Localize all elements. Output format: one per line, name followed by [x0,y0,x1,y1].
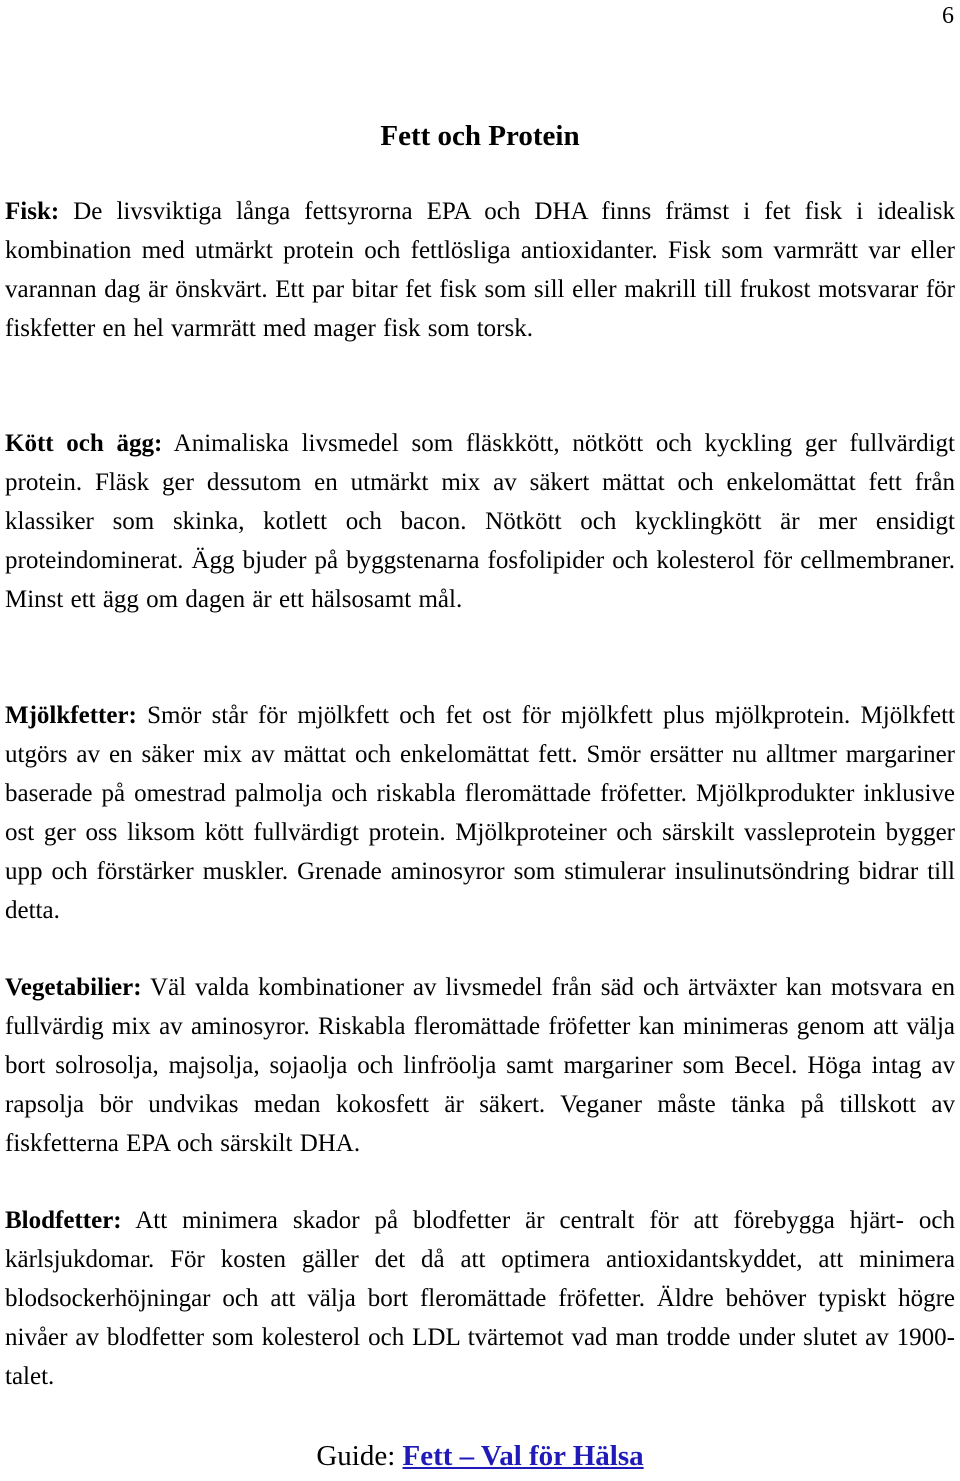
section-body: Att minimera skador på blodfetter är centralt för att förebygga hjärt- och kärlsjukdomar. För kosten gäller det då att optimera antioxidantskyddet, att minimera blodsockerhöjningar och att välja bort fleromättade fröfetter. Äldre behöver typiskt högre nivåer av blodfetter som kolesterol och LDL tvärtemot vad man trodde under slutet av 1900-talet. [5,1207,955,1390]
section-body: Smör står för mjölkfett och fet ost för mjölkfett plus mjölkprotein. Mjölkfett utgörs av en säker mix av mättat och enkelomättat fett. Smör ersätter nu alltmer margariner baserade på omestrad palmolja och riskabla fleromättade fröfetter. Mjölkprodukter inklusive ost ger oss liksom kött fullvärdigt protein. Mjölkproteiner och särskilt vassleprotein bygger upp och förstärker muskler. Grenade aminosyror som stimulerar insulinutsöndring bidrar till detta. [5,702,955,924]
section-heading: Vegetabilier: [5,974,142,1001]
section-kott-och-agg [5,424,955,619]
section-heading: Blodfetter: [5,1207,122,1234]
section-body: Väl valda kombinationer av livsmedel från säd och ärtväxter kan motsvara en fullvärdig mix av aminosyror. Riskabla fleromättade fröfetter kan minimeras genom att välja bort solrosolja, majsolja, sojaolja och linfröolja samt margariner som Becel. Höga intag av rapsolja bör undvikas medan kokosfett är säkert. Veganer måste tänka på tillskott av fiskfetterna EPA och särskilt DHA. [5,974,955,1157]
section-body: De livsviktiga långa fettsyrorna EPA och DHA finns främst i fet fisk i idealisk kombination med utmärkt protein och fettlösliga antioxidanter. Fisk som varmrätt var eller varannan dag är önskvärt. Ett par bitar fet fisk som sill eller makrill till frukost motsvarar för fiskfetter en hel varmrätt med mager fisk som torsk. [5,198,955,342]
section-heading: Kött och ägg: [5,430,163,457]
section-body: Animaliska livsmedel som fläskkött, nötkött och kyckling ger fullvärdigt protein. Fläsk ger dessutom en utmärkt mix av säkert mättat och enkelomättat fett från klassiker som skinka, kotlett och bacon. Nötkött och kycklingkött är mer ensidigt proteindominerat. Ägg bjuder på byggstenarna fosfolipider och kolesterol för cellmembraner. Minst ett ägg om dagen är ett hälsosamt mål. [5,430,955,613]
footer-prefix: Guide: [316,1440,403,1472]
page-title: Fett och Protein [380,120,580,152]
footer-guide [0,1438,960,1474]
section-mjolkfetter [5,696,955,930]
page-number: 6 [942,3,954,29]
section-heading: Fisk: [5,198,60,225]
section-blodfetter [5,1201,955,1396]
guide-link[interactable]: Fett – Val för Hälsa [402,1440,644,1472]
section-heading: Mjölkfetter: [5,702,137,729]
section-vegetabilier [5,968,955,1163]
section-fisk [5,192,955,348]
